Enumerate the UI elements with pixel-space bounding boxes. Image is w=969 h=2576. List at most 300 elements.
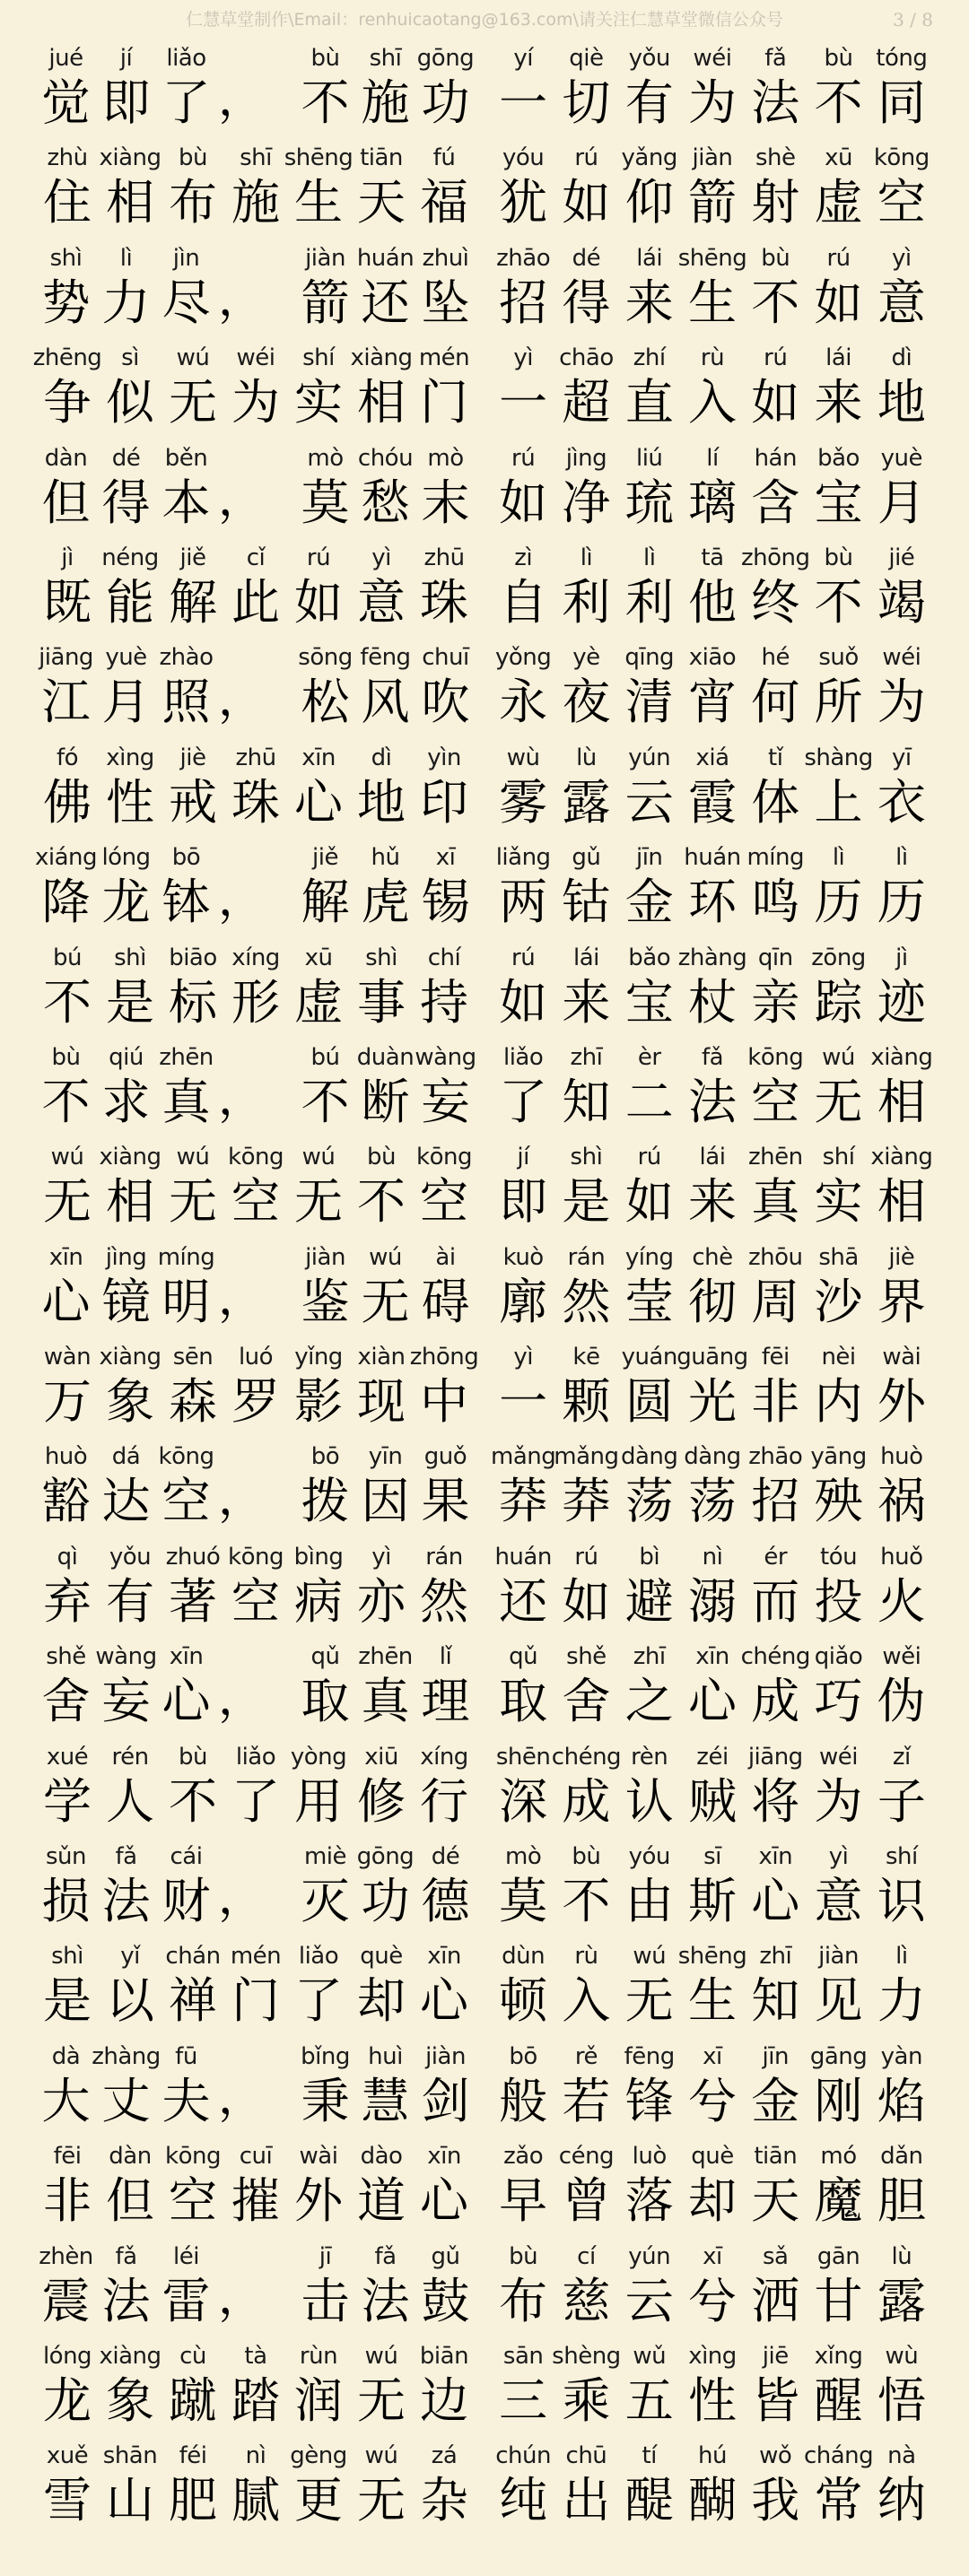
char-cell [554, 36, 617, 135]
verse-phrase [36, 1834, 216, 1934]
hanzi: 而 [751, 1572, 800, 1630]
char-cell [870, 436, 933, 535]
hanzi: 鸣 [751, 874, 800, 931]
hanzi: 功 [421, 74, 470, 131]
hanzi: 空 [420, 1173, 468, 1231]
verse-line-right [492, 1035, 933, 1135]
hanzi: 雷 [162, 2272, 211, 2329]
pinyin: sǔn [45, 1843, 86, 1871]
comma: ， [218, 1871, 266, 1926]
hanzi: 外 [294, 2172, 343, 2230]
pinyin: shēn [495, 1743, 551, 1771]
pinyin: sì [121, 344, 139, 372]
pinyin: bù [179, 1743, 207, 1771]
char-cell [807, 835, 869, 935]
verse-phrase [492, 1834, 933, 1934]
char-cell [415, 1434, 476, 1534]
char-cell [681, 1035, 744, 1135]
hanzi: 相 [106, 1173, 154, 1231]
hanzi: 能 [106, 573, 154, 631]
pinyin: jìng [105, 1243, 147, 1271]
pinyin: shí [822, 1144, 855, 1171]
verse-line-right [492, 635, 933, 735]
verse-line-right [492, 2034, 933, 2134]
pinyin: xī [703, 2242, 722, 2270]
verse-phrase [492, 1035, 933, 1135]
pinyin: qīng [624, 644, 675, 672]
verse-phrase [492, 2034, 933, 2134]
verse-line-left [36, 936, 476, 1035]
hanzi: 不 [562, 1873, 611, 1930]
pinyin: lì [832, 844, 845, 872]
pinyin: tiān [360, 144, 403, 172]
verse-phrase [492, 436, 933, 535]
verse-phrase [295, 1834, 476, 1934]
verse-line-right [492, 735, 933, 835]
char-cell [355, 635, 415, 735]
pinyin: dàn [44, 444, 88, 472]
hanzi: 即 [499, 1173, 548, 1231]
hanzi: 法 [687, 1073, 737, 1130]
hanzi: 招 [751, 1473, 800, 1530]
char-cell [807, 1634, 869, 1734]
pinyin: sǎ [763, 2242, 789, 2270]
char-cell [744, 735, 807, 835]
pinyin: bù [51, 1043, 81, 1071]
pinyin: yǐ [120, 1943, 140, 1971]
verse-phrase [36, 2034, 216, 2134]
hanzi: 皆 [751, 2371, 800, 2429]
verse-phrase [295, 835, 476, 935]
hanzi: 避 [624, 1572, 674, 1630]
char-cell [350, 2334, 413, 2433]
char-cell [870, 535, 933, 635]
verse-line-right [492, 236, 933, 335]
hanzi: 福 [420, 174, 468, 231]
char-cell [618, 135, 681, 235]
char-cell [618, 1335, 681, 1434]
char-cell [870, 1235, 933, 1335]
hanzi: 亲 [751, 973, 800, 1031]
verse-row [0, 535, 969, 635]
verse-row [0, 1335, 969, 1434]
pinyin: huán [356, 244, 415, 272]
pinyin: yī [892, 744, 912, 771]
char-cell [618, 635, 681, 735]
char-cell [224, 1135, 287, 1234]
hanzi: 斯 [687, 1873, 737, 1930]
pinyin: yuè [880, 444, 923, 472]
hanzi: 是 [106, 973, 154, 1031]
hanzi: 钴 [562, 874, 611, 931]
pinyin: xiàng [870, 1043, 933, 1071]
hanzi: 万 [43, 1373, 92, 1431]
hanzi: 射 [751, 174, 800, 231]
hanzi: 五 [624, 2371, 674, 2429]
hanzi: 风 [361, 674, 410, 731]
char-cell [554, 1834, 617, 1934]
char-cell [492, 2034, 554, 2134]
verse-row [0, 1634, 969, 1734]
pinyin: yì [371, 544, 391, 571]
hanzi: 如 [751, 374, 800, 431]
pinyin: yǒu [628, 45, 670, 72]
hanzi: 来 [562, 973, 611, 1031]
char-cell [554, 2234, 617, 2334]
verse-phrase [295, 436, 476, 535]
hanzi: 还 [361, 274, 410, 331]
char-cell [162, 1535, 224, 1634]
pinyin: sān [502, 2342, 544, 2370]
char-cell [99, 2334, 162, 2433]
hanzi: 地 [357, 773, 406, 831]
char-cell [870, 1434, 933, 1534]
pinyin: rú [764, 344, 788, 372]
char-cell [36, 936, 99, 1035]
pinyin: bù [310, 45, 340, 72]
pinyin: lì [895, 844, 908, 872]
pinyin: wù [885, 2342, 919, 2370]
char-cell [355, 2034, 415, 2134]
comma: ， [218, 1471, 266, 1526]
char-cell [99, 1535, 162, 1634]
char-cell [492, 1934, 554, 2033]
char-cell [96, 36, 156, 135]
pinyin: xiū [364, 1743, 398, 1771]
verse-line-left [36, 2034, 476, 2134]
pinyin: zǐ [892, 1743, 911, 1771]
pinyin: cǐ [246, 544, 266, 571]
hanzi: 病 [294, 1572, 343, 1630]
pinyin: gōng [416, 45, 475, 72]
verse-phrase [492, 635, 933, 735]
verse-row [0, 2334, 969, 2433]
hanzi: 杖 [687, 973, 737, 1031]
char-cell [807, 236, 869, 335]
pinyin: lì [580, 544, 593, 571]
hanzi: 伪 [877, 1673, 926, 1730]
pinyin: jìn [172, 244, 200, 272]
hanzi: 兮 [687, 2072, 737, 2129]
hanzi: 纳 [877, 2472, 926, 2529]
hanzi: 末 [421, 474, 470, 531]
verse-line-left [36, 535, 476, 635]
pinyin: xiá [695, 744, 729, 771]
hanzi: 理 [421, 1673, 470, 1730]
pinyin: tǐ [768, 744, 783, 771]
char-cell [807, 36, 869, 135]
hanzi: 如 [562, 1572, 611, 1630]
char-cell [681, 1634, 744, 1734]
hanzi: 现 [357, 1373, 406, 1431]
hanzi: 所 [814, 674, 863, 731]
verse-phrase [492, 1535, 933, 1634]
hanzi: 德 [421, 1873, 470, 1930]
pinyin: fēi [53, 2143, 82, 2171]
hanzi: 森 [169, 1373, 217, 1431]
pinyin: běn [164, 444, 208, 472]
pinyin: mén [418, 344, 470, 372]
hanzi: 相 [357, 374, 406, 431]
hanzi: 终 [751, 573, 800, 631]
hanzi: 震 [41, 2272, 91, 2329]
char-cell [96, 1235, 156, 1335]
char-cell [870, 2433, 933, 2533]
hanzi: 标 [169, 973, 217, 1031]
char-cell [36, 535, 99, 635]
pinyin: néng [101, 544, 159, 571]
pinyin: yì [513, 344, 533, 372]
char-cell [295, 1434, 355, 1534]
char-cell [807, 635, 869, 735]
pinyin: xìng [106, 744, 154, 771]
comma: ， [218, 2270, 266, 2325]
char-cell [744, 1834, 807, 1934]
pinyin: xīn [758, 1843, 793, 1871]
char-cell [618, 2234, 681, 2334]
char-cell [744, 1335, 807, 1434]
pinyin: xiàng [350, 344, 413, 372]
char-cell [681, 2433, 744, 2533]
verse-row [0, 335, 969, 435]
char-cell [224, 735, 287, 835]
verse-line-left [36, 1335, 479, 1434]
pinyin: lái [699, 1144, 726, 1171]
char-cell [492, 236, 554, 335]
pinyin: tóng [876, 45, 928, 72]
char-cell [350, 735, 413, 835]
verse-phrase [295, 2034, 476, 2134]
char-cell [156, 835, 216, 935]
pinyin: zhēn [358, 1643, 413, 1671]
char-cell [99, 335, 162, 435]
pinyin: wéi [882, 644, 921, 672]
char-cell [807, 1135, 869, 1234]
hanzi: 然 [562, 1273, 611, 1330]
hanzi: 净 [562, 474, 611, 531]
hanzi: 地 [877, 374, 926, 431]
char-cell [350, 135, 413, 235]
hanzi: 无 [43, 1173, 92, 1231]
page-header [0, 0, 969, 39]
pinyin: èr [637, 1043, 661, 1071]
char-cell [681, 535, 744, 635]
verse-line-left [36, 1035, 476, 1135]
char-cell [744, 236, 807, 335]
char-cell [492, 1135, 554, 1234]
pinyin: dàn [109, 2143, 152, 2171]
char-cell [681, 835, 744, 935]
char-cell [287, 1335, 350, 1434]
verse-phrase [492, 1335, 933, 1434]
pinyin: rén [111, 1743, 149, 1771]
char-cell [492, 1735, 554, 1834]
pinyin: chū [565, 2442, 607, 2470]
char-cell [36, 835, 96, 935]
hanzi: 了 [499, 1073, 548, 1130]
pinyin: zhū [423, 544, 465, 571]
char-cell [807, 1335, 869, 1434]
pinyin: gān [816, 2242, 860, 2270]
hanzi: 功 [361, 1873, 410, 1930]
pinyin: mò [307, 444, 344, 472]
char-cell [681, 36, 744, 135]
verse-phrase [295, 1235, 476, 1335]
pinyin: bú [310, 1043, 340, 1071]
header-credit: 仁慧草堂制作\Email：renhuicaotang@163.com\请关注仁慧草堂微信公众号 [186, 10, 783, 30]
verse-line-right [492, 835, 933, 935]
char-cell [162, 2433, 224, 2533]
verse-phrase [492, 535, 933, 635]
char-cell [677, 936, 747, 1035]
char-cell [96, 2234, 156, 2334]
pinyin: wú [822, 1043, 855, 1071]
char-cell [807, 936, 869, 1035]
char-cell [415, 2234, 476, 2334]
hanzi: 争 [43, 374, 92, 431]
hanzi: 露 [877, 2272, 926, 2329]
hanzi: 无 [624, 1972, 674, 2030]
hanzi: 舍 [41, 1673, 91, 1730]
pinyin: bō [509, 2042, 537, 2070]
char-cell [162, 1335, 224, 1434]
hanzi: 金 [751, 2072, 800, 2129]
hanzi: 慧 [361, 2072, 410, 2129]
pinyin: chè [692, 1243, 733, 1271]
hanzi: 空 [169, 2172, 217, 2230]
pinyin: qì [57, 1543, 78, 1571]
pinyin: xiáng [34, 844, 98, 872]
verse-phrase [295, 1634, 476, 1734]
pinyin: dàng [684, 1443, 741, 1471]
pinyin: hǔ [371, 844, 400, 872]
pinyin: yóu [628, 1843, 670, 1871]
verse-phrase [36, 1535, 476, 1634]
char-cell [870, 2234, 933, 2334]
verse-line-left [36, 2334, 476, 2433]
hanzi: 杂 [420, 2472, 468, 2529]
hanzi: 了 [162, 74, 211, 131]
hanzi: 如 [499, 973, 548, 1031]
char-cell [413, 335, 476, 435]
hanzi: 魔 [814, 2172, 863, 2230]
verse-phrase [36, 936, 476, 1035]
pinyin: xī [703, 2042, 722, 2070]
char-cell [677, 1934, 747, 2033]
hanzi: 周 [751, 1273, 800, 1330]
hanzi: 不 [814, 74, 863, 131]
char-cell [413, 135, 476, 235]
hanzi: 但 [106, 2172, 154, 2230]
pinyin: qiǎo [814, 1643, 863, 1671]
pinyin: wàng [415, 1043, 476, 1071]
hanzi: 却 [687, 2172, 737, 2230]
hanzi: 贼 [687, 1772, 737, 1830]
pinyin: chéng [740, 1643, 810, 1671]
hanzi: 势 [41, 274, 91, 331]
pinyin: dǎn [880, 2143, 923, 2171]
hanzi: 虚 [294, 973, 343, 1031]
hanzi: 妄 [421, 1073, 470, 1130]
hanzi: 戒 [169, 773, 217, 831]
hanzi: 实 [294, 374, 343, 431]
char-cell [618, 835, 681, 935]
char-cell [554, 2034, 617, 2134]
hanzi: 龙 [43, 2371, 92, 2429]
pinyin: fǎ [374, 2242, 397, 2270]
char-cell [870, 1535, 933, 1634]
char-cell [36, 1735, 99, 1834]
hanzi: 事 [357, 973, 406, 1031]
hanzi: 无 [294, 1173, 343, 1231]
pinyin: bù [367, 1144, 396, 1171]
pinyin: jué [48, 45, 83, 72]
pinyin: miè [303, 1843, 347, 1871]
hanzi: 禅 [169, 1972, 217, 2030]
hanzi: 施 [231, 174, 280, 231]
pinyin: cái [170, 1843, 203, 1871]
char-cell [681, 335, 744, 435]
char-cell [554, 335, 617, 435]
pinyin: nèi [821, 1344, 856, 1371]
char-cell [492, 1035, 554, 1135]
pinyin: jiàn [425, 2042, 466, 2070]
hanzi: 不 [43, 973, 92, 1031]
char-cell [156, 236, 216, 335]
pinyin: nà [887, 2442, 916, 2470]
char-cell [492, 1335, 554, 1434]
hanzi: 力 [877, 1972, 926, 2030]
char-cell [162, 535, 224, 635]
char-cell [807, 2234, 869, 2334]
hanzi: 门 [231, 1972, 280, 2030]
hanzi: 真 [162, 1073, 211, 1130]
verse-phrase [36, 1035, 216, 1135]
hanzi: 心 [751, 1873, 800, 1930]
char-cell [551, 1735, 622, 1834]
verse-line-left [36, 1235, 476, 1335]
hanzi: 一 [499, 1373, 548, 1431]
pinyin: fǎ [115, 1843, 137, 1871]
char-cell [162, 1135, 224, 1234]
hanzi: 仰 [624, 174, 674, 231]
char-cell [492, 1434, 554, 1534]
char-cell [287, 2134, 350, 2233]
hanzi: 得 [101, 474, 151, 531]
pinyin: rú [826, 244, 851, 272]
hanzi: 为 [687, 74, 737, 131]
pinyin: gǔ [431, 2242, 460, 2270]
char-cell [36, 1434, 96, 1534]
verse-line-left [36, 2433, 476, 2533]
hanzi: 锋 [624, 2072, 674, 2129]
verse-phrase [492, 1235, 933, 1335]
verse-phrase [36, 436, 216, 535]
char-cell [355, 2234, 415, 2334]
hanzi: 莽 [499, 1473, 548, 1530]
char-cell [350, 2433, 413, 2533]
char-cell [224, 936, 287, 1035]
char-cell [96, 635, 156, 735]
pinyin: kōng [228, 1543, 284, 1571]
verse-row [0, 1235, 969, 1335]
hanzi: 我 [751, 2472, 800, 2529]
pinyin: jiāng [747, 1743, 803, 1771]
hanzi: 大 [41, 2072, 91, 2129]
pinyin: yìn [427, 744, 461, 771]
verse-line-left [36, 236, 476, 335]
pinyin: yóu [502, 144, 545, 172]
